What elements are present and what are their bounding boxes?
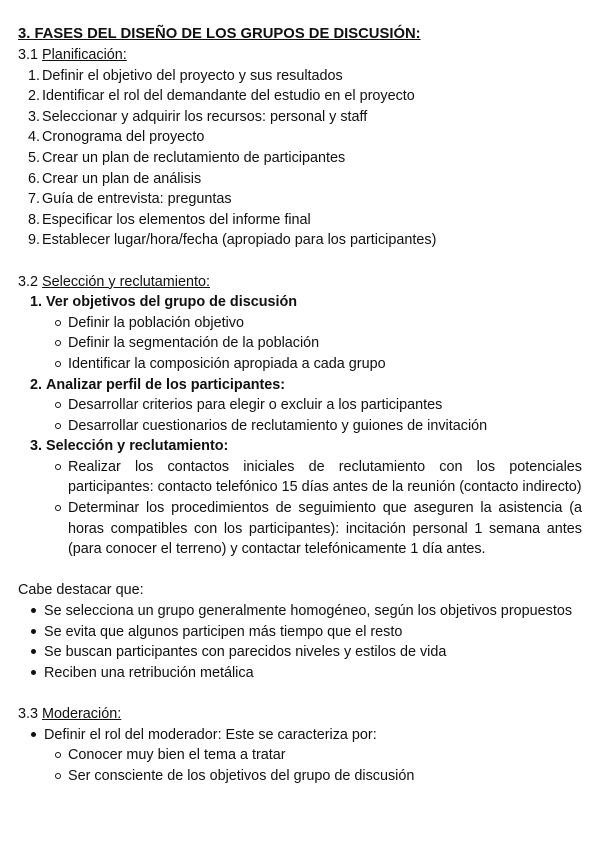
item-text: Crear un plan de reclutamiento de participantes <box>42 149 346 166</box>
list-item <box>18 189 582 210</box>
subsection-heading <box>18 436 582 457</box>
note-intro: Cabe destacar que: <box>18 582 144 599</box>
document-page <box>18 24 582 786</box>
item-number: 7. <box>28 191 41 208</box>
item-text: Guía de entrevista: preguntas <box>42 191 232 208</box>
item-number: 5. <box>28 149 41 166</box>
subsection-heading <box>18 292 582 313</box>
section-heading: Planificación: <box>42 47 127 63</box>
item-number: 9. <box>28 232 41 249</box>
list-item <box>18 66 582 87</box>
item-number: 2. <box>30 376 43 393</box>
item-text: Crear un plan de análisis <box>42 170 202 187</box>
sub-list-item: Identificar la composición apropiada a cada grupo <box>18 354 582 375</box>
sub-list-item: Realizar los contactos iniciales de reclutamiento con los potenciales participantes: contacto telefónico 15 días antes de la reunión (contacto indirecto) <box>18 457 582 498</box>
section-heading: Moderación: <box>42 706 122 722</box>
subsection-heading <box>18 375 582 396</box>
item-number: 3. <box>28 108 41 125</box>
list-item <box>18 169 582 190</box>
section-title: 3. FASES DEL DISEÑO DE LOS GRUPOS DE DISCUSIÓN: <box>18 26 421 42</box>
item-text: Ver objetivos del grupo de discusión <box>46 294 298 311</box>
section-3-1-heading <box>18 45 582 66</box>
spacer <box>18 251 582 272</box>
bullet-item: Reciben una retribución metálica <box>18 663 582 684</box>
section-3-3-heading <box>18 704 582 725</box>
sub-list-item: Conocer muy bien el tema a tratar <box>18 745 582 766</box>
item-text: Selección y reclutamiento: <box>46 438 229 455</box>
item-text: Cronograma del proyecto <box>42 129 205 146</box>
sub-list-item: Definir la segmentación de la población <box>18 333 582 354</box>
item-number: 4. <box>28 129 41 146</box>
item-number: 3. <box>30 438 43 455</box>
list-item <box>18 127 582 148</box>
item-number: 8. <box>28 211 41 228</box>
section-heading: Selección y reclutamiento: <box>42 273 210 290</box>
section-number: 3.1 <box>18 47 39 63</box>
sub-list-item: Desarrollar criterios para elegir o excluir a los participantes <box>18 395 582 416</box>
list-item <box>18 148 582 169</box>
item-text: Especificar los elementos del informe final <box>42 211 311 228</box>
sub-list-item: Definir la población objetivo <box>18 313 582 334</box>
item-number: 2. <box>28 88 41 105</box>
list-item <box>18 230 582 251</box>
bullet-item: Se selecciona un grupo generalmente homogéneo, según los objetivos propuestos <box>18 601 582 622</box>
list-item <box>18 107 582 128</box>
section-number: 3.3 <box>18 706 39 722</box>
item-text: Identificar el rol del demandante del estudio en el proyecto <box>42 88 415 105</box>
item-text: Definir el objetivo del proyecto y sus resultados <box>42 67 343 84</box>
item-number: 6. <box>28 170 41 187</box>
list-item <box>18 86 582 107</box>
list-item <box>18 210 582 231</box>
item-number: 1. <box>28 67 41 84</box>
item-text: Analizar perfil de los participantes: <box>46 376 286 393</box>
item-text: Establecer lugar/hora/fecha (apropiado para los participantes) <box>42 232 437 249</box>
sub-list-item: Determinar los procedimientos de seguimiento que aseguren la asistencia (a horas compatibles con los participantes): incitación personal 1 semana antes (para conocer el terreno) y contactar telefónicamente 1 día antes. <box>18 498 582 560</box>
spacer <box>18 560 582 581</box>
spacer <box>18 683 582 704</box>
bullet-item: Se evita que algunos participen más tiempo que el resto <box>18 622 582 643</box>
bullet-item: Se buscan participantes con parecidos niveles y estilos de vida <box>18 642 582 663</box>
sub-list-item: Desarrollar cuestionarios de reclutamiento y guiones de invitación <box>18 416 582 437</box>
section-3-2-heading <box>18 272 582 293</box>
bullet-item: Definir el rol del moderador: Este se caracteriza por: <box>18 725 582 746</box>
item-text: Seleccionar y adquirir los recursos: personal y staff <box>42 108 368 125</box>
section-number: 3.2 <box>18 273 39 290</box>
sub-list-item: Ser consciente de los objetivos del grupo de discusión <box>18 766 582 787</box>
item-number: 1. <box>30 294 43 311</box>
